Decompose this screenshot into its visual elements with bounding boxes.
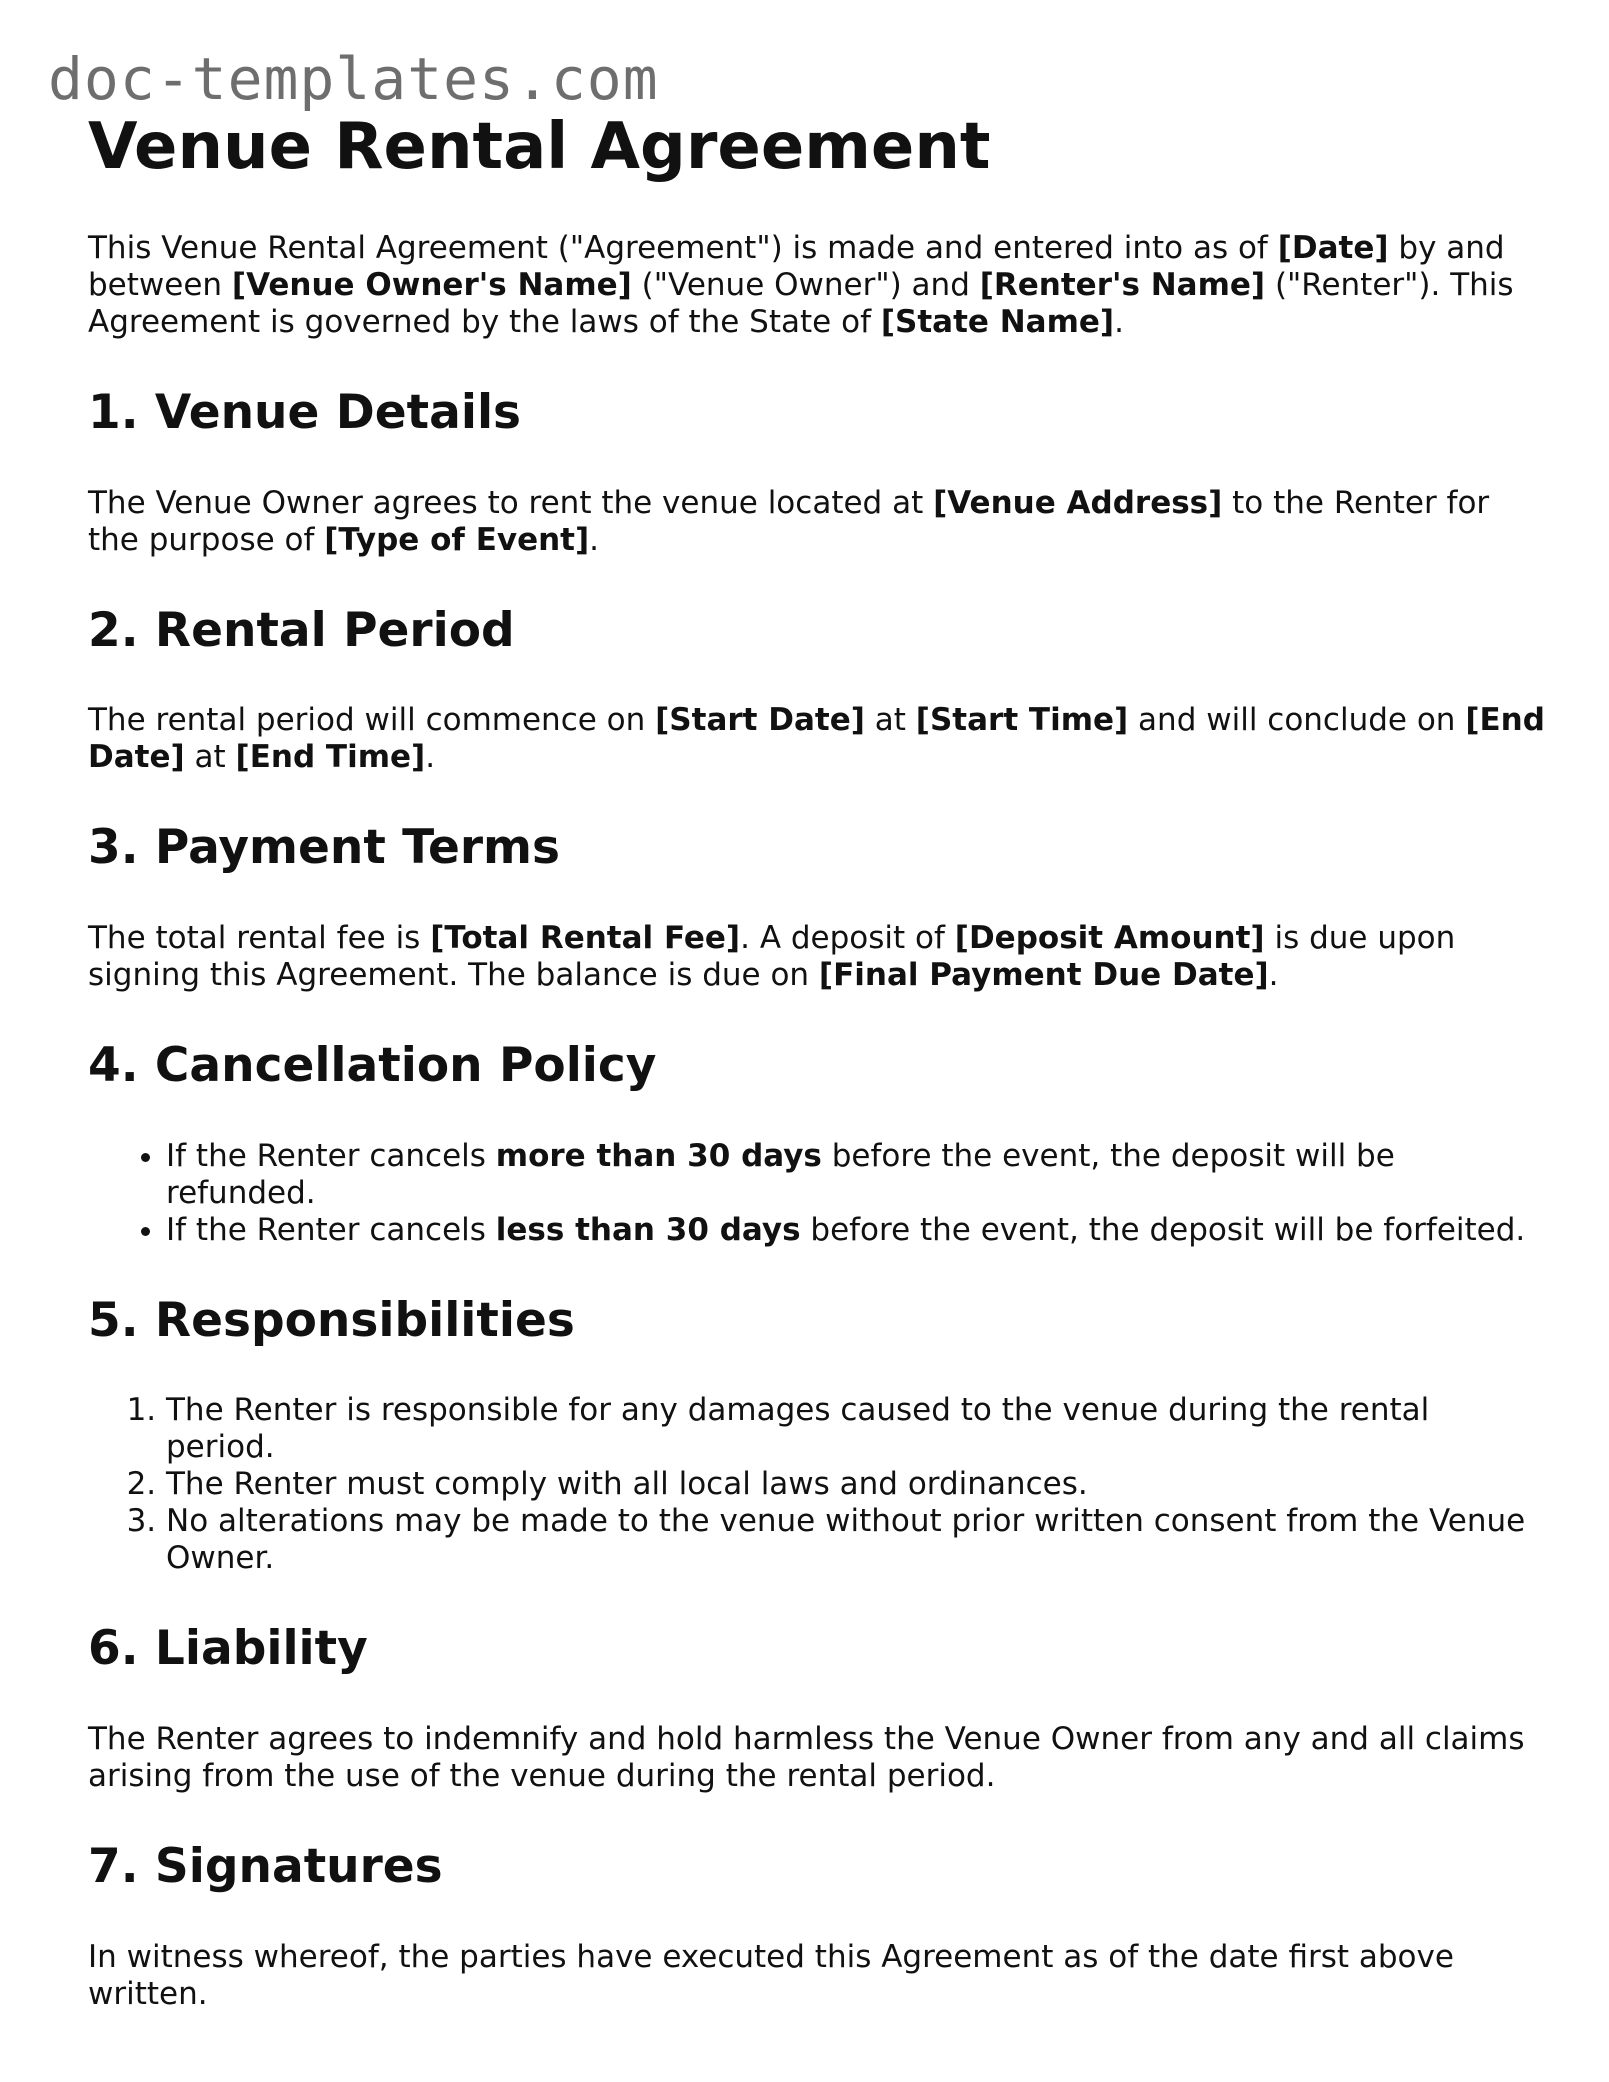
- start-time-placeholder: [Start Time]: [915, 702, 1129, 739]
- list-item-text: before the event, the deposit will be refunded.: [166, 1137, 1395, 1211]
- paragraph-text: .: [589, 521, 600, 558]
- section-heading-payment-terms: 3. Payment Terms: [88, 820, 560, 876]
- end-date-placeholder: [End Date]: [88, 702, 1545, 776]
- paragraph-text: . A deposit of: [740, 920, 955, 957]
- list-item: 1. The Renter is responsible for any damages caused to the venue during the rental period.: [166, 1392, 1545, 1466]
- section-heading-venue-details: 1. Venue Details: [88, 385, 522, 440]
- deposit-amount-placeholder: [Deposit Amount]: [954, 920, 1265, 957]
- paragraph-text: at: [184, 739, 236, 776]
- paragraph-text: The rental period will commence on: [88, 702, 656, 739]
- paragraph-text: .: [425, 739, 436, 776]
- state-name-placeholder: [State Name]: [880, 304, 1115, 340]
- venue-owner-name-placeholder: [Venue Owner's Name]: [231, 267, 632, 303]
- list-item-text: before the event, the deposit will be forfeited.: [800, 1211, 1526, 1248]
- payment-terms-paragraph: [88, 920, 1545, 994]
- site-watermark: doc-templates.com: [48, 45, 659, 113]
- venue-address-placeholder: [Venue Address]: [933, 484, 1223, 521]
- intro-text: This Venue Rental Agreement ("Agreement") is made and entered into as of: [88, 230, 1278, 266]
- list-item: [166, 1212, 1545, 1249]
- renter-name-placeholder: [Renter's Name]: [979, 267, 1266, 303]
- list-item: 2. The Renter must comply with all local laws and ordinances.: [166, 1466, 1545, 1503]
- list-item: [166, 1138, 1545, 1212]
- responsibilities-list: [88, 1392, 1545, 1577]
- paragraph-text: at: [864, 702, 916, 739]
- paragraph-text: to the Renter for the purpose of: [88, 484, 1490, 558]
- list-item-emphasis: less than 30 days: [495, 1211, 801, 1248]
- section-heading-cancellation-policy: 4. Cancellation Policy: [88, 1038, 657, 1094]
- list-item-text: If the Renter cancels: [166, 1137, 496, 1174]
- list-item: 3. No alterations may be made to the venue without prior written consent from the Venue Owner.: [166, 1503, 1545, 1577]
- intro-text: ("Venue Owner") and: [631, 267, 980, 303]
- intro-text: .: [1114, 304, 1124, 340]
- paragraph-text: is due upon signing this Agreement. The balance is due on: [88, 920, 1456, 994]
- signatures-paragraph: In witness whereof, the parties have executed this Agreement as of the date first above written.: [88, 1938, 1454, 2012]
- paragraph-text: The Venue Owner agrees to rent the venue located at: [88, 484, 934, 521]
- paragraph-text: and will conclude on: [1128, 702, 1466, 739]
- total-rental-fee-placeholder: [Total Rental Fee]: [430, 920, 741, 957]
- intro-text: ("Renter"). This Agreement is governed by the laws of the State of: [88, 267, 1514, 340]
- intro-paragraph: [88, 230, 1545, 341]
- section-heading-rental-period: 2. Rental Period: [88, 602, 515, 658]
- paragraph-text: .: [1268, 957, 1279, 994]
- section-heading-liability: 6. Liability: [88, 1621, 368, 1677]
- liability-paragraph: The Renter agrees to indemnify and hold harmless the Venue Owner from any and all claims arising from the use of the venue during the rental period.: [88, 1721, 1525, 1795]
- list-item-emphasis: more than 30 days: [495, 1137, 822, 1174]
- document-body: [88, 230, 1545, 2013]
- event-type-placeholder: [Type of Event]: [324, 521, 590, 558]
- document-title: Venue Rental Agreement: [88, 110, 991, 184]
- paragraph-text: The total rental fee is: [88, 920, 431, 957]
- intro-text: by and between: [88, 230, 1505, 303]
- venue-details-paragraph: [88, 485, 1545, 559]
- end-time-placeholder: [End Time]: [235, 739, 426, 776]
- section-heading-responsibilities: 5. Responsibilities: [88, 1292, 575, 1348]
- date-placeholder: [Date]: [1277, 230, 1389, 266]
- section-heading-signatures: 7. Signatures: [88, 1839, 443, 1895]
- start-date-placeholder: [Start Date]: [655, 702, 865, 739]
- rental-period-paragraph: [88, 702, 1545, 776]
- cancellation-list: [88, 1138, 1545, 1249]
- final-payment-date-placeholder: [Final Payment Due Date]: [818, 957, 1269, 994]
- list-item-text: If the Renter cancels: [166, 1211, 496, 1248]
